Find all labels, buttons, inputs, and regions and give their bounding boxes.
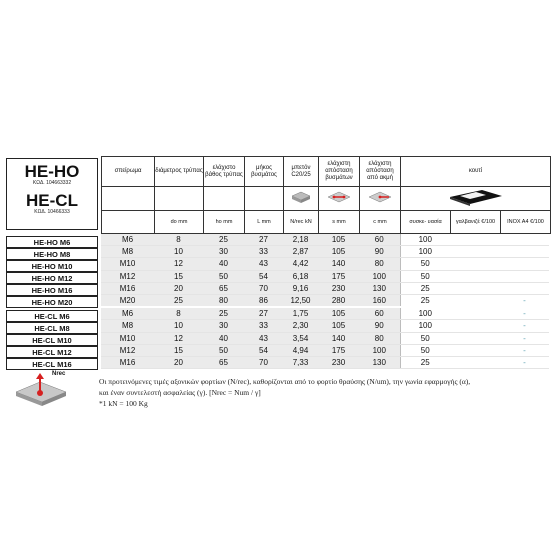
table-cell-c: 90 [359,320,400,332]
table-cell-h0: 65 [203,282,244,294]
table-cell-s: 105 [318,307,359,320]
units-row [101,210,551,234]
table-cell-L: 43 [244,332,283,344]
model-label: HE-HO M10 [6,260,98,272]
header-min-edge: ελάχιστη απόσταση από ακμή [360,157,401,187]
table-cell-galv [450,356,500,368]
unit-price-inox: INOX A4 €/100 [501,211,551,234]
spacing-diagram-icon [326,190,352,204]
table-cell-c: 60 [359,307,400,320]
table-cell-L: 27 [244,307,283,320]
unit-min-edge: c mm [360,211,401,234]
model-label: HE-CL M8 [6,322,98,334]
table-cell-d0: 10 [154,246,203,258]
product-name-secondary: HE-CL [26,191,78,210]
table-cell-N: 2,30 [283,320,318,332]
note-line-1: Οι προτεινόμενες τιμές αξονικών φορτίων (N/rec), καθορίζονται από το φορτίο θραύσης (N/um), την γωνία εφαρμογής (α), [99,377,471,386]
concrete-block-icon [290,190,312,204]
table-cell-pack: 25 [400,282,450,294]
table-cell-galv [450,344,500,356]
table-cell-L: 33 [244,246,283,258]
table-cell-inox: - [500,356,549,368]
table-row [101,258,549,270]
table-row [101,282,549,294]
load-label: Nrec [52,371,66,377]
table-cell-galv [450,294,500,307]
spec-header-table [101,156,551,211]
table-cell-d0: 12 [154,332,203,344]
table-cell-N: 2,87 [283,246,318,258]
note-line-3: *1 kN = 100 Kg [99,399,148,408]
table-cell-h0: 25 [203,234,244,246]
table-cell-s: 105 [318,320,359,332]
table-cell-h0: 30 [203,246,244,258]
table-cell-galv [450,270,500,282]
header-concrete: μπετόν C20/25 [284,157,319,187]
table-cell-thread: M12 [101,344,154,356]
table-cell-s: 230 [318,356,359,368]
table-row [101,356,549,368]
table-row [101,246,549,258]
table-cell-pack: 50 [400,332,450,344]
table-row [101,294,549,307]
table-cell-galv [450,246,500,258]
table-cell-s: 140 [318,258,359,270]
model-label: HE-CL M6 [6,310,98,322]
spec-data-table [101,234,549,369]
table-cell-pack: 25 [400,294,450,307]
packaging-box-icon [446,187,506,207]
table-row [101,234,549,246]
table-cell-N: 7,33 [283,356,318,368]
table-cell-h0: 30 [203,320,244,332]
table-cell-inox [500,270,549,282]
table-cell-pack: 100 [400,246,450,258]
table-cell-N: 3,54 [283,332,318,344]
table-cell-s: 230 [318,282,359,294]
table-cell-d0: 12 [154,258,203,270]
table-cell-galv [450,234,500,246]
table-row [101,307,549,320]
model-label: HE-CL M16 [6,358,98,370]
table-cell-inox: - [500,307,549,320]
table-row [101,270,549,282]
table-cell-h0: 25 [203,307,244,320]
table-cell-inox: - [500,332,549,344]
unit-min-depth: ho mm [204,211,245,234]
table-cell-L: 33 [244,320,283,332]
note-line-2: και έναν συντελεστή ασφαλείας (γ). [Nrec = Num / γ] [99,388,261,397]
table-cell-thread: M16 [101,282,154,294]
table-cell-thread: M6 [101,307,154,320]
table-cell-galv [450,307,500,320]
table-cell-h0: 65 [203,356,244,368]
table-cell-c: 100 [359,270,400,282]
table-cell-d0: 20 [154,356,203,368]
table-cell-inox: - [500,344,549,356]
table-cell-pack: 25 [400,356,450,368]
table-cell-thread: M10 [101,258,154,270]
table-cell-N: 9,16 [283,282,318,294]
table-cell-s: 105 [318,246,359,258]
header-box: κουτί [401,157,551,187]
product-name-primary: HE-HO [24,162,80,181]
concrete-icon-cell [284,187,319,211]
table-cell-d0: 25 [154,294,203,307]
table-cell-s: 140 [318,332,359,344]
header-min-depth: ελάχιστο βάθος τρύπας [204,157,245,187]
table-row [101,344,549,356]
table-cell-N: 6,18 [283,270,318,282]
unit-concrete: N/rec kN [284,211,319,234]
table-cell-inox: - [500,294,549,307]
table-cell-pack: 100 [400,234,450,246]
spacing-icon-cell [319,187,360,211]
unit-hole-diameter: do mm [155,211,204,234]
table-cell-c: 80 [359,258,400,270]
product-title-box [6,158,98,230]
table-cell-N: 4,94 [283,344,318,356]
table-cell-h0: 80 [203,294,244,307]
table-cell-inox [500,258,549,270]
table-cell-s: 175 [318,270,359,282]
table-cell-N: 1,75 [283,307,318,320]
table-cell-galv [450,258,500,270]
table-cell-inox [500,282,549,294]
table-cell-galv [450,282,500,294]
table-cell-pack: 100 [400,320,450,332]
unit-anchor-length: L mm [245,211,284,234]
table-cell-inox [500,246,549,258]
table-cell-pack: 50 [400,344,450,356]
table-cell-s: 175 [318,344,359,356]
edge-distance-icon [367,190,393,204]
table-cell-thread: M16 [101,356,154,368]
table-cell-h0: 50 [203,270,244,282]
table-cell-pack: 100 [400,307,450,320]
table-cell-thread: M20 [101,294,154,307]
table-cell-h0: 40 [203,332,244,344]
edge-icon-cell [360,187,401,211]
table-cell-inox [500,234,549,246]
unit-thread [102,211,155,234]
table-cell-L: 27 [244,234,283,246]
table-cell-thread: M8 [101,246,154,258]
table-row [101,320,549,332]
table-cell-pack: 50 [400,270,450,282]
model-label: HE-HO M8 [6,248,98,260]
table-cell-L: 54 [244,344,283,356]
product-code-secondary: ΚΩΔ. 10466333 [34,209,70,215]
table-cell-L: 43 [244,258,283,270]
unit-min-spacing: s mm [319,211,360,234]
model-label: HE-HO M6 [6,236,98,248]
table-cell-d0: 20 [154,282,203,294]
table-cell-d0: 15 [154,270,203,282]
table-cell-d0: 10 [154,320,203,332]
header-anchor-length: μήκος βυσμάτος [245,157,284,187]
table-cell-galv [450,320,500,332]
unit-pack: συσκε- υασία [401,211,451,234]
table-cell-N: 2,18 [283,234,318,246]
table-cell-L: 86 [244,294,283,307]
table-cell-N: 12,50 [283,294,318,307]
table-cell-pack: 50 [400,258,450,270]
model-label: HE-HO M12 [6,272,98,284]
table-cell-L: 70 [244,356,283,368]
table-cell-c: 160 [359,294,400,307]
anchor-load-diagram-icon [10,372,72,408]
header-min-spacing: ελάχιστη απόσταση βυσμάτων [319,157,360,187]
unit-price-galv: γαλβανιζέ €/100 [451,211,501,234]
table-cell-L: 54 [244,270,283,282]
box-icon-cell [401,187,551,211]
table-cell-c: 130 [359,356,400,368]
table-cell-c: 90 [359,246,400,258]
table-cell-c: 60 [359,234,400,246]
table-cell-thread: M6 [101,234,154,246]
table-cell-thread: M8 [101,320,154,332]
table-cell-h0: 40 [203,258,244,270]
table-cell-c: 80 [359,332,400,344]
model-label: HE-CL M10 [6,334,98,346]
table-cell-d0: 8 [154,234,203,246]
model-label: HE-CL M12 [6,346,98,358]
table-cell-s: 105 [318,234,359,246]
table-cell-h0: 50 [203,344,244,356]
table-cell-d0: 15 [154,344,203,356]
table-cell-thread: M12 [101,270,154,282]
header-thread: σπείρωμα [102,157,155,187]
table-cell-s: 280 [318,294,359,307]
model-label: HE-HO M20 [6,296,98,308]
table-cell-c: 100 [359,344,400,356]
table-cell-c: 130 [359,282,400,294]
table-cell-galv [450,332,500,344]
table-cell-d0: 8 [154,307,203,320]
table-cell-thread: M10 [101,332,154,344]
table-cell-N: 4,42 [283,258,318,270]
model-label: HE-HO M16 [6,284,98,296]
product-code-primary: ΚΩΔ. 104663332 [32,180,72,186]
header-hole-diameter: διάμετρος τρύπας [155,157,204,187]
table-cell-L: 70 [244,282,283,294]
table-row [101,332,549,344]
table-cell-inox: - [500,320,549,332]
